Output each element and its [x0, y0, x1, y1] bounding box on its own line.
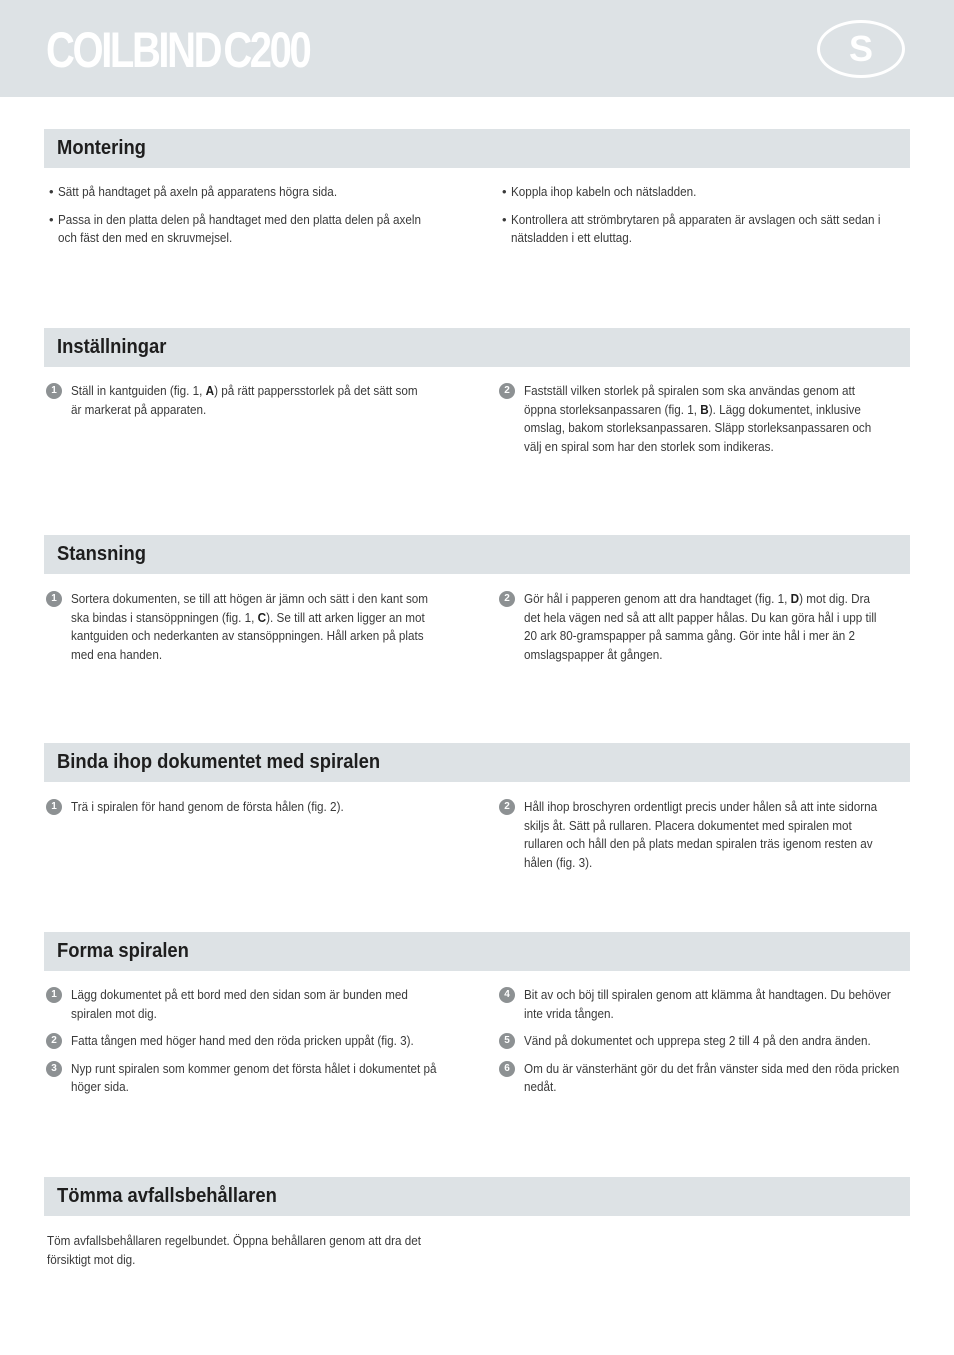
- list-item: 4 Bit av och böj till spiralen genom att klämma åt handtagen. Du behöver inte vrida tången.: [499, 986, 909, 1023]
- list-item: • Koppla ihop kabeln och nätsladden.: [500, 183, 885, 202]
- list-item: • Kontrollera att strömbrytaren på apparaten är avslagen och sätt sedan i nätsladden i ett eluttag.: [502, 211, 881, 245]
- step-number-icon: 1: [46, 383, 62, 399]
- step-number-icon: 6: [499, 1061, 515, 1077]
- list-item: 2 Fastställ vilken storlek på spiralen som ska användas genom att öppna storleksanpassaren (fig. 1, B). Lägg dokumentet, inklusive omslag, bakom storleksanpassaren. Släpp storleksanpassaren och välj en spiral som har den storlek som indikeras.: [499, 382, 889, 456]
- bullet-icon: •: [49, 211, 54, 227]
- language-code: S: [848, 28, 873, 69]
- step-number-icon: 1: [46, 591, 62, 607]
- section-title: Binda ihop dokumentet med spiralen: [57, 751, 381, 773]
- list-item: 1 Ställ in kantguiden (fig. 1, A) på rätt pappersstorlek på det sätt som är markerat på apparaten.: [46, 382, 431, 419]
- montering-left-column: [47, 183, 432, 257]
- step-number-icon: 2: [499, 383, 515, 399]
- list-item: 2 Gör hål i papperen genom att dra handtaget (fig. 1, D) mot dig. Dra det hela vägen ned så att allt papper hålas. Du kan göra hål i upp till 20 ark 80-gramspapper på samma gång. Gör inte hål i mer än 2 omslagspapper åt gången.: [499, 590, 884, 664]
- list-item: 2 Håll ihop broschyren ordentligt precis under hålen så att inte sidorna skiljs åt. Sätt på rullaren. Placera dokumentet med spiralen mot rullaren och håll den på plats medan spiralen träs igenom resten av hålen (fig. 3).: [499, 798, 887, 872]
- language-badge: [817, 20, 905, 78]
- list-item: 6 Om du är vänsterhänt gör du det från vänster sida med den röda pricken nedåt.: [499, 1060, 909, 1097]
- list-item: 1 Trä i spiralen för hand genom de första hålen (fig. 2).: [46, 798, 431, 817]
- bullet-icon: •: [502, 211, 507, 227]
- binda-right-column: [499, 798, 887, 881]
- section-title: Montering: [57, 137, 146, 159]
- step-number-icon: 2: [499, 799, 515, 815]
- list-item: 1 Lägg dokumentet på ett bord med den sidan som är bunden med spiralen mot dig.: [46, 986, 451, 1023]
- list-item: 1 Sortera dokumenten, se till att högen är jämn och sätt i den kant som ska bindas i stansöppningen (fig. 1, C). Se till att arken ligger an mot kantguiden och nederkanten av stansöppningen. Håll arken på plats med ena handen.: [46, 590, 431, 664]
- montering-right-column: [500, 183, 885, 257]
- list-item: 5 Vänd på dokumentet och upprepa steg 2 till 4 på den andra änden.: [499, 1032, 909, 1051]
- installningar-left-column: [46, 382, 431, 428]
- section-stansning-header: [44, 535, 910, 574]
- header-band: [0, 0, 954, 97]
- section-installningar-header: [44, 328, 910, 367]
- tomma-text-block: [47, 1232, 427, 1269]
- step-number-icon: 1: [46, 987, 62, 1003]
- bullet-icon: •: [502, 184, 507, 199]
- brand-name: COILBIND: [46, 22, 221, 78]
- list-item: • Passa in den platta delen på handtaget med den platta delen på axeln och fäst den med en skruvmejsel.: [49, 211, 421, 245]
- forma-left-column: [46, 986, 451, 1106]
- installningar-right-column: [499, 382, 889, 465]
- step-number-icon: 5: [499, 1033, 515, 1049]
- bullet-icon: •: [49, 184, 54, 199]
- step-number-icon: 3: [46, 1061, 62, 1077]
- step-number-icon: 4: [499, 987, 515, 1003]
- section-title: Forma spiralen: [57, 940, 189, 962]
- section-binda-header: [44, 743, 910, 782]
- step-number-icon: 1: [46, 799, 62, 815]
- binda-left-column: [46, 798, 431, 826]
- section-title: Tömma avfallsbehållaren: [57, 1185, 277, 1207]
- brand-model: C200: [223, 22, 310, 78]
- section-montering-header: [44, 129, 910, 168]
- forma-right-column: [499, 986, 909, 1106]
- list-item: 3 Nyp runt spiralen som kommer genom det första hålet i dokumentet på höger sida.: [46, 1060, 451, 1097]
- list-item: 2 Fatta tången med höger hand med den röda pricken uppåt (fig. 3).: [46, 1032, 451, 1051]
- section-title: Inställningar: [57, 336, 167, 358]
- stansning-left-column: [46, 590, 431, 673]
- list-item: • Sätt på handtaget på axeln på apparatens högra sida.: [47, 183, 432, 202]
- step-number-icon: 2: [499, 591, 515, 607]
- section-title: Stansning: [57, 543, 146, 565]
- step-number-icon: 2: [46, 1033, 62, 1049]
- brand-logo: [46, 22, 309, 78]
- section-tomma-header: [44, 1177, 910, 1216]
- section-forma-header: [44, 932, 910, 971]
- stansning-right-column: [499, 590, 884, 673]
- body-text: Töm avfallsbehållaren regelbundet. Öppna behållaren genom att dra det försiktigt mot dig.: [47, 1233, 422, 1267]
